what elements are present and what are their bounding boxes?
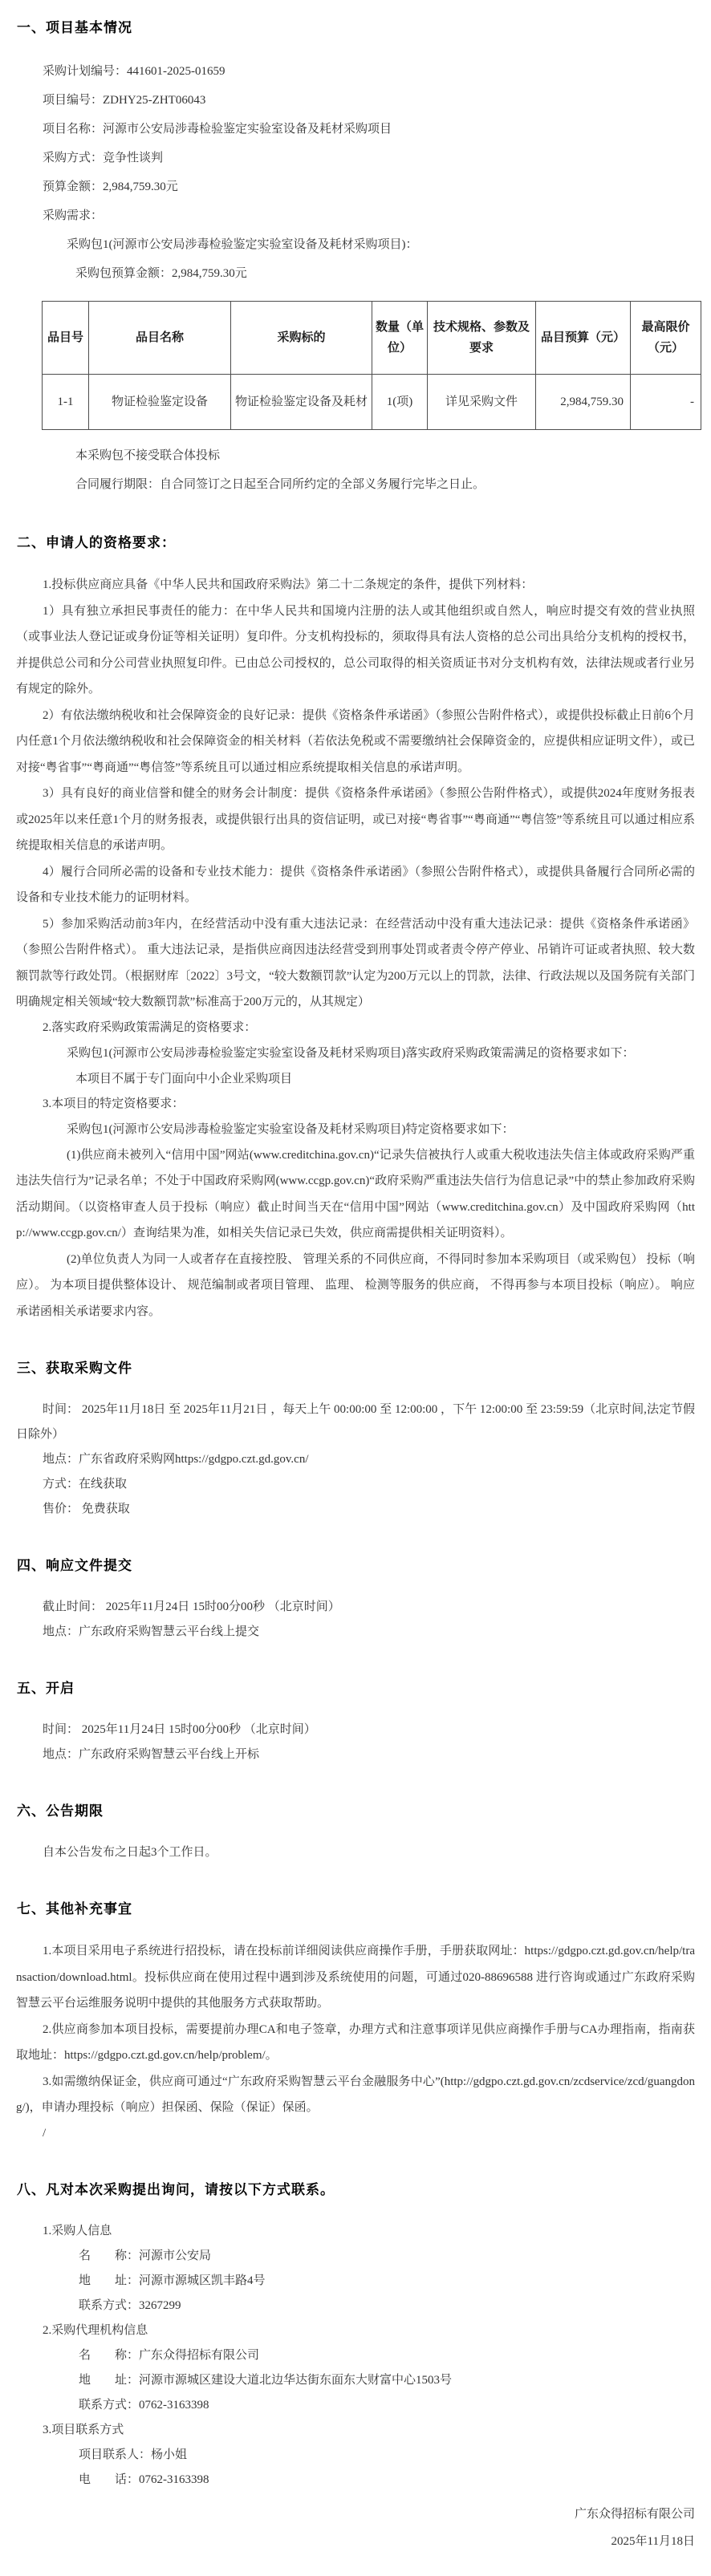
col-item-budget: 品目预算（元） bbox=[536, 302, 631, 375]
qualification-item-4: 4）履行合同所必需的设备和专业技术能力：提供《资格条件承诺函》（参照公告附件格式），或提供具备履行合同所必需的设备和专业技术能力的证明材料。 bbox=[16, 865, 695, 904]
submit-deadline: 截止时间： 2025年11月24日 15时00分00秒 （北京时间） bbox=[43, 1600, 340, 1613]
col-max-price: 最高限价（元） bbox=[631, 302, 701, 375]
buyer-name: 名 称：河源市公安局 bbox=[79, 2249, 212, 2262]
qualification-item-2: 2）有依法缴纳税收和社会保障资金的良好记录：提供《资格条件承诺函》（参照公告附件格式），或提供投标截止日前6个月内任意1个月依法缴纳税收和社会保障资金的相关材料（若依法免税或不需要缴纳社会保障资金的，应提供相应证明文件），或已对接“粤省事”“粤商通”“粤信签”等系统且可以通过相应系统提取相关信息的承诺声明。 bbox=[16, 708, 695, 774]
open-time: 时间： 2025年11月24日 15时00分00秒 （北京时间） bbox=[43, 1723, 316, 1736]
demand-label: 采购需求： bbox=[43, 209, 104, 222]
specific-requirement-2: (2)单位负责人为同一人或者存在直接控股、 管理关系的不同供应商，不得同时参加本采购项目（或采购包） 投标（响应）。 为本项目提供整体设计、 规范编制或者项目管理、 监理、 检测等服务的供应商， 不得再参与本项目投标（响应）。 响应承诺函相关承诺要求内容。 bbox=[16, 1252, 695, 1318]
footer-date: 2025年11月18日 bbox=[611, 2534, 695, 2548]
policy-requirement-package: 采购包1(河源市公安局涉毒检验鉴定实验室设备及耗材采购项目)落实政府采购政策需满足的资格要求如下： bbox=[67, 1046, 635, 1060]
cell-item-budget: 2,984,759.30 bbox=[536, 375, 631, 430]
table-row bbox=[43, 375, 701, 430]
qualification-intro: 1.投标供应商应具备《中华人民共和国政府采购法》第二十二条规定的条件，提供下列材料： bbox=[43, 578, 534, 591]
col-item-no: 品目号 bbox=[43, 302, 89, 375]
footer-company: 广东众得招标有限公司 bbox=[574, 2507, 695, 2521]
items-table bbox=[42, 301, 701, 430]
section2-heading: 二、申请人的资格要求： bbox=[17, 535, 176, 550]
qualification-item-3: 3）具有良好的商业信誉和健全的财务会计制度：提供《资格条件承诺函》（参照公告附件格式），或提供2024年度财务报表或2025年以来任意1个月的财务报表，或提供银行出具的资信证明，或已对接“粤省事”“粤商通”“粤信签”等系统且可以通过相应系统提取相关信息的承诺声明。 bbox=[16, 787, 695, 852]
agency-address: 地 址：河源市源城区建设大道北边华达街东面东大财富中心1503号 bbox=[79, 2373, 453, 2387]
specific-requirement-package: 采购包1(河源市公安局涉毒检验鉴定实验室设备及耗材采购项目)特定资格要求如下： bbox=[67, 1122, 514, 1136]
policy-requirement-label: 2.落实政府采购政策需满足的资格要求： bbox=[43, 1020, 257, 1034]
agency-name: 名 称：广东众得招标有限公司 bbox=[79, 2348, 260, 2362]
contract-term: 合同履行期限：自合同签订之日起至合同所约定的全部义务履行完毕之日止。 bbox=[75, 478, 486, 491]
section4-heading: 四、响应文件提交 bbox=[17, 1558, 132, 1573]
agency-info-title: 2.采购代理机构信息 bbox=[43, 2323, 148, 2337]
supplement-3: 3.如需缴纳保证金，供应商可通过“广东政府采购智慧云平台金融服务中心”(http://gdgpo.czt.gd.gov.cn/zcdservice/zcd/guangdong/)，申请办理投标（响应）担保函、保险（保证）保函。 bbox=[16, 2075, 695, 2114]
cell-spec: 详见采购文件 bbox=[428, 375, 536, 430]
doc-price: 售价： 免费获取 bbox=[43, 1503, 130, 1515]
items-table-header-row bbox=[43, 302, 701, 375]
project-contact-title: 3.项目联系方式 bbox=[43, 2423, 124, 2436]
open-place: 地点：广东政府采购智慧云平台线上开标 bbox=[43, 1748, 260, 1761]
section8-heading: 八、凡对本次采购提出询问，请按以下方式联系。 bbox=[17, 2181, 335, 2197]
project-number: 项目编号：ZDHY25-ZHT06043 bbox=[43, 94, 206, 107]
announcement-period: 自本公告发布之日起3个工作日。 bbox=[43, 1846, 217, 1859]
package-budget: 采购包预算金额：2,984,759.30元 bbox=[75, 267, 247, 280]
section3-heading: 三、获取采购文件 bbox=[17, 1361, 132, 1376]
submit-place: 地点：广东政府采购智慧云平台线上提交 bbox=[43, 1625, 260, 1638]
footer-signature bbox=[16, 2501, 695, 2555]
not-sme-note: 本项目不属于专门面向中小企业采购项目 bbox=[75, 1072, 293, 1085]
qualification-item-5: 5）参加采购活动前3年内，在经营活动中没有重大违法记录：在经营活动中没有重大违法记录：提供《资格条件承诺函》（参照公告附件格式）。 重大违法记录，是指供应商因违法经营受到刑事处罚或者责令停产停业、吊销许可证或者执照、较大数额罚款等行政处罚。（根据财库〔2022〕3号文，“较大数额罚款”认定为200万元以上的罚款，法律、行政法规以及国务院有关部门明确规定相关领域“较大数额罚款”标准高于200万元的，从其规定） bbox=[16, 917, 695, 1008]
buyer-info-title: 1.采购人信息 bbox=[43, 2224, 112, 2237]
project-contact-phone: 电 话：0762-3163398 bbox=[79, 2473, 209, 2486]
col-item-name: 品目名称 bbox=[89, 302, 231, 375]
supplement-slash: / bbox=[43, 2126, 47, 2140]
cell-subject: 物证检验鉴定设备及耗材 bbox=[231, 375, 372, 430]
specific-requirement-1: (1)供应商未被列入“信用中国”网站(www.creditchina.gov.cn)“记录失信被执行人或重大税收违法失信主体或政府采购严重违法失信行为”记录名单；不处于中国政府采购网(www.ccgp.gov.cn)“政府采购严重违法失信行为信息记录”中的禁止参加政府采购活动期间。（以资格审查人员于投标（响应）截止时间当天在“信用中国”网站（www.creditchina.gov.cn）及中国政府采购网（http://www.ccgp.gov.cn/）查询结果为准，如相关失信记录已失效，供应商需提供相关证明资料）。 bbox=[16, 1148, 695, 1239]
plan-number: 采购计划编号：441601-2025-01659 bbox=[43, 65, 225, 78]
supplement-2: 2.供应商参加本项目投标，需要提前办理CA和电子签章，办理方式和注意事项详见供应商操作手册与CA办理指南，指南获取地址：https://gdgpo.czt.gd.gov.cn/help/problem/。 bbox=[16, 2022, 695, 2062]
supplement-1: 1.本项目采用电子系统进行招投标，请在投标前详细阅读供应商操作手册，手册获取网址：https://gdgpo.czt.gd.gov.cn/help/transaction/download.html。投标供应商在使用过程中遇到涉及系统使用的问题，可通过020-88696588 进行咨询或通过广东政府采购智慧云平台运维服务说明中提供的其他服务方式获取帮助。 bbox=[16, 1945, 695, 2010]
cell-item-name: 物证检验鉴定设备 bbox=[89, 375, 231, 430]
project-name: 项目名称：河源市公安局涉毒检验鉴定实验室设备及耗材采购项目 bbox=[43, 123, 392, 136]
section7-heading: 七、其他补充事宜 bbox=[17, 1901, 132, 1917]
doc-way: 方式：在线获取 bbox=[43, 1478, 128, 1491]
cell-item-no: 1-1 bbox=[43, 375, 89, 430]
col-spec: 技术规格、参数及要求 bbox=[428, 302, 536, 375]
buyer-contact: 联系方式：3267299 bbox=[79, 2298, 181, 2312]
project-contact-person: 项目联系人：杨小姐 bbox=[79, 2448, 188, 2461]
col-quantity: 数量（单位） bbox=[372, 302, 428, 375]
specific-requirement-label: 3.本项目的特定资格要求： bbox=[43, 1097, 185, 1110]
cell-max-price: - bbox=[631, 375, 701, 430]
procurement-method: 采购方式：竞争性谈判 bbox=[43, 152, 164, 164]
budget-amount: 预算金额：2,984,759.30元 bbox=[43, 181, 178, 193]
cell-quantity: 1(项) bbox=[372, 375, 428, 430]
doc-time: 时间： 2025年11月18日 至 2025年11月21日 ，每天上午 00:00:00 至 12:00:00 ，下午 12:00:00 至 23:59:59（北京时间,法定节假日除外） bbox=[16, 1403, 695, 1441]
section1-heading: 一、项目基本情况 bbox=[17, 20, 132, 35]
package-line: 采购包1(河源市公安局涉毒检验鉴定实验室设备及耗材采购项目)： bbox=[67, 238, 418, 251]
qualification-item-1: 1）具有独立承担民事责任的能力：在中华人民共和国境内注册的法人或其他组织或自然人，响应时提交有效的营业执照（或事业法人登记证或身份证等相关证明）复印件。分支机构投标的，须取得具有法人资格的总公司出具给分支机构的授权书，并提供总公司和分公司营业执照复印件。已由总公司授权的，总公司取得的相关资质证书对分支机构有效，法律法规或者行业另有规定的除外。 bbox=[16, 604, 695, 696]
section6-heading: 六、公告期限 bbox=[17, 1803, 104, 1819]
doc-place: 地点：广东省政府采购网https://gdgpo.czt.gd.gov.cn/ bbox=[43, 1453, 309, 1466]
col-subject: 采购标的 bbox=[231, 302, 372, 375]
buyer-address: 地 址：河源市源城区凯丰路4号 bbox=[79, 2274, 266, 2287]
no-consortium-note: 本采购包不接受联合体投标 bbox=[75, 449, 221, 462]
section5-heading: 五、开启 bbox=[17, 1681, 75, 1696]
agency-contact: 联系方式：0762-3163398 bbox=[79, 2398, 209, 2412]
